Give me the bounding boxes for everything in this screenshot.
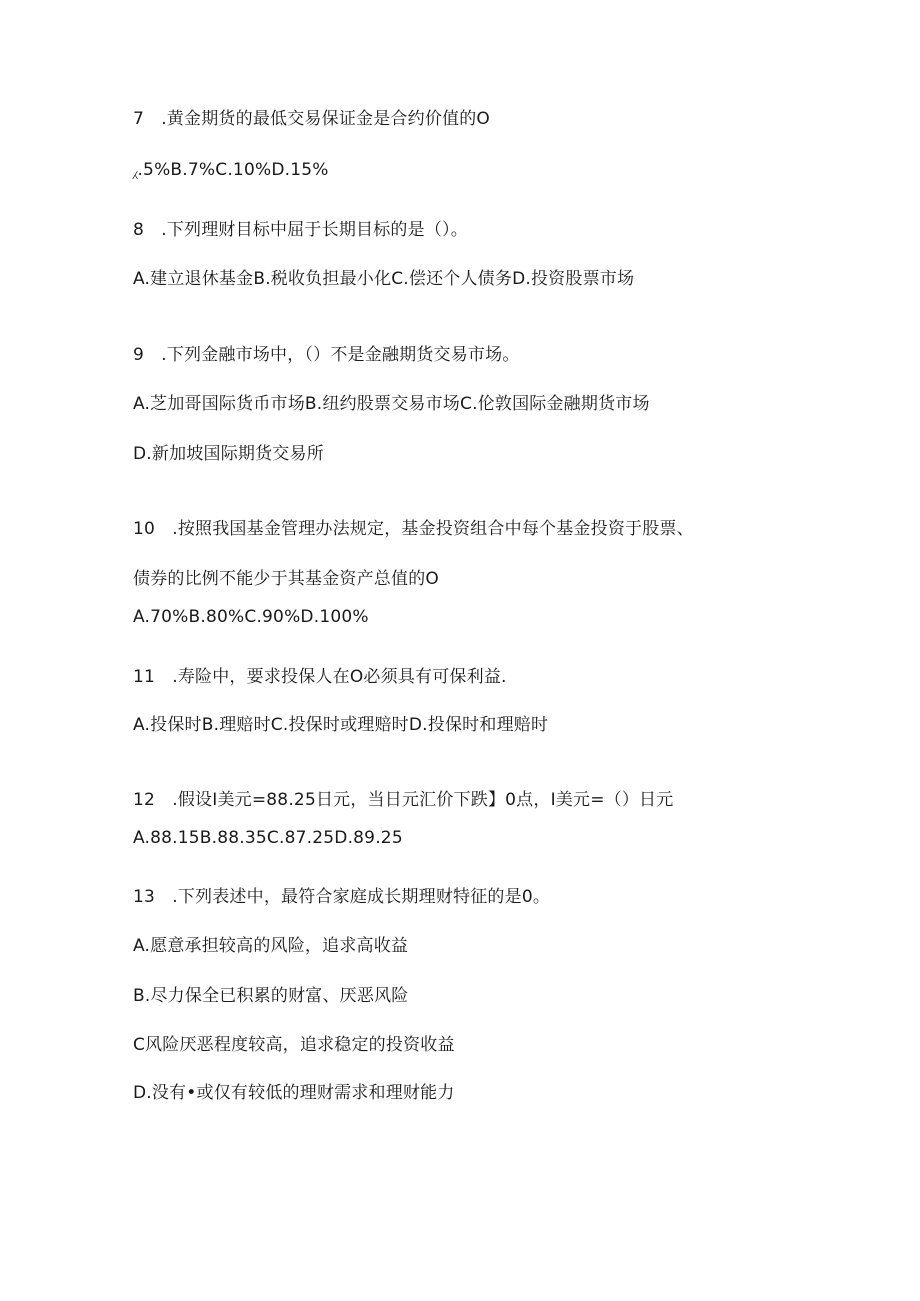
question-13-option-d: D.没有•或仅有较低的理财需求和理财能力 bbox=[133, 1083, 455, 1103]
question-13-option-b: B.尽力保全已积累的财富、厌恶风险 bbox=[133, 986, 409, 1006]
question-9-option-d: D.新加坡国际期货交易所 bbox=[133, 444, 324, 464]
question-8-options: A.建立退休基金B.税收负担最小化C.偿还个人债务D.投资股票市场 bbox=[133, 269, 635, 289]
question-11-options: A.投保时B.理赔时C.投保时或理赔时D.投保时和理赔时 bbox=[133, 715, 549, 735]
question-12-options: A.88.15B.88.35C.87.25D.89.25 bbox=[133, 828, 403, 848]
question-13-stem: 13 .下列表述中，最符合家庭成长期理财特征的是0。 bbox=[133, 887, 551, 907]
question-8-stem: 8 .下列理财目标中屈于长期目标的是（）。 bbox=[133, 220, 468, 240]
question-7-options: ⁁.5%B.7%C.10%D.15% bbox=[133, 160, 329, 180]
question-10-options: A.70%B.80%C.90%D.100% bbox=[133, 607, 369, 627]
question-10-stem-continued: 债券的比例不能少于其基金资产总值的O bbox=[133, 569, 439, 589]
question-11-stem: 11 .寿险中，要求投保人在O必须具有可保利益. bbox=[133, 667, 507, 687]
question-13-option-a: A.愿意承担较高的风险，追求高收益 bbox=[133, 936, 409, 956]
question-13-option-c: C风险厌恶程度较高，追求稳定的投资收益 bbox=[133, 1035, 455, 1055]
question-12-stem: 12 .假设I美元=88.25日元，当日元汇价下跌】0点，I美元=（）日元 bbox=[133, 790, 674, 810]
question-9-stem: 9 .下列金融市场中，（）不是金融期货交易市场。 bbox=[133, 345, 520, 365]
question-10-stem: 10 .按照我国基金管理办法规定，基金投资组合中每个基金投资于股票、 bbox=[133, 519, 694, 539]
question-7-stem: 7 .黄金期货的最低交易保证金是合约价值的O bbox=[133, 109, 490, 129]
question-9-options: A.芝加哥国际货币市场B.纽约股票交易市场C.伦敦国际金融期货市场 bbox=[133, 394, 650, 414]
